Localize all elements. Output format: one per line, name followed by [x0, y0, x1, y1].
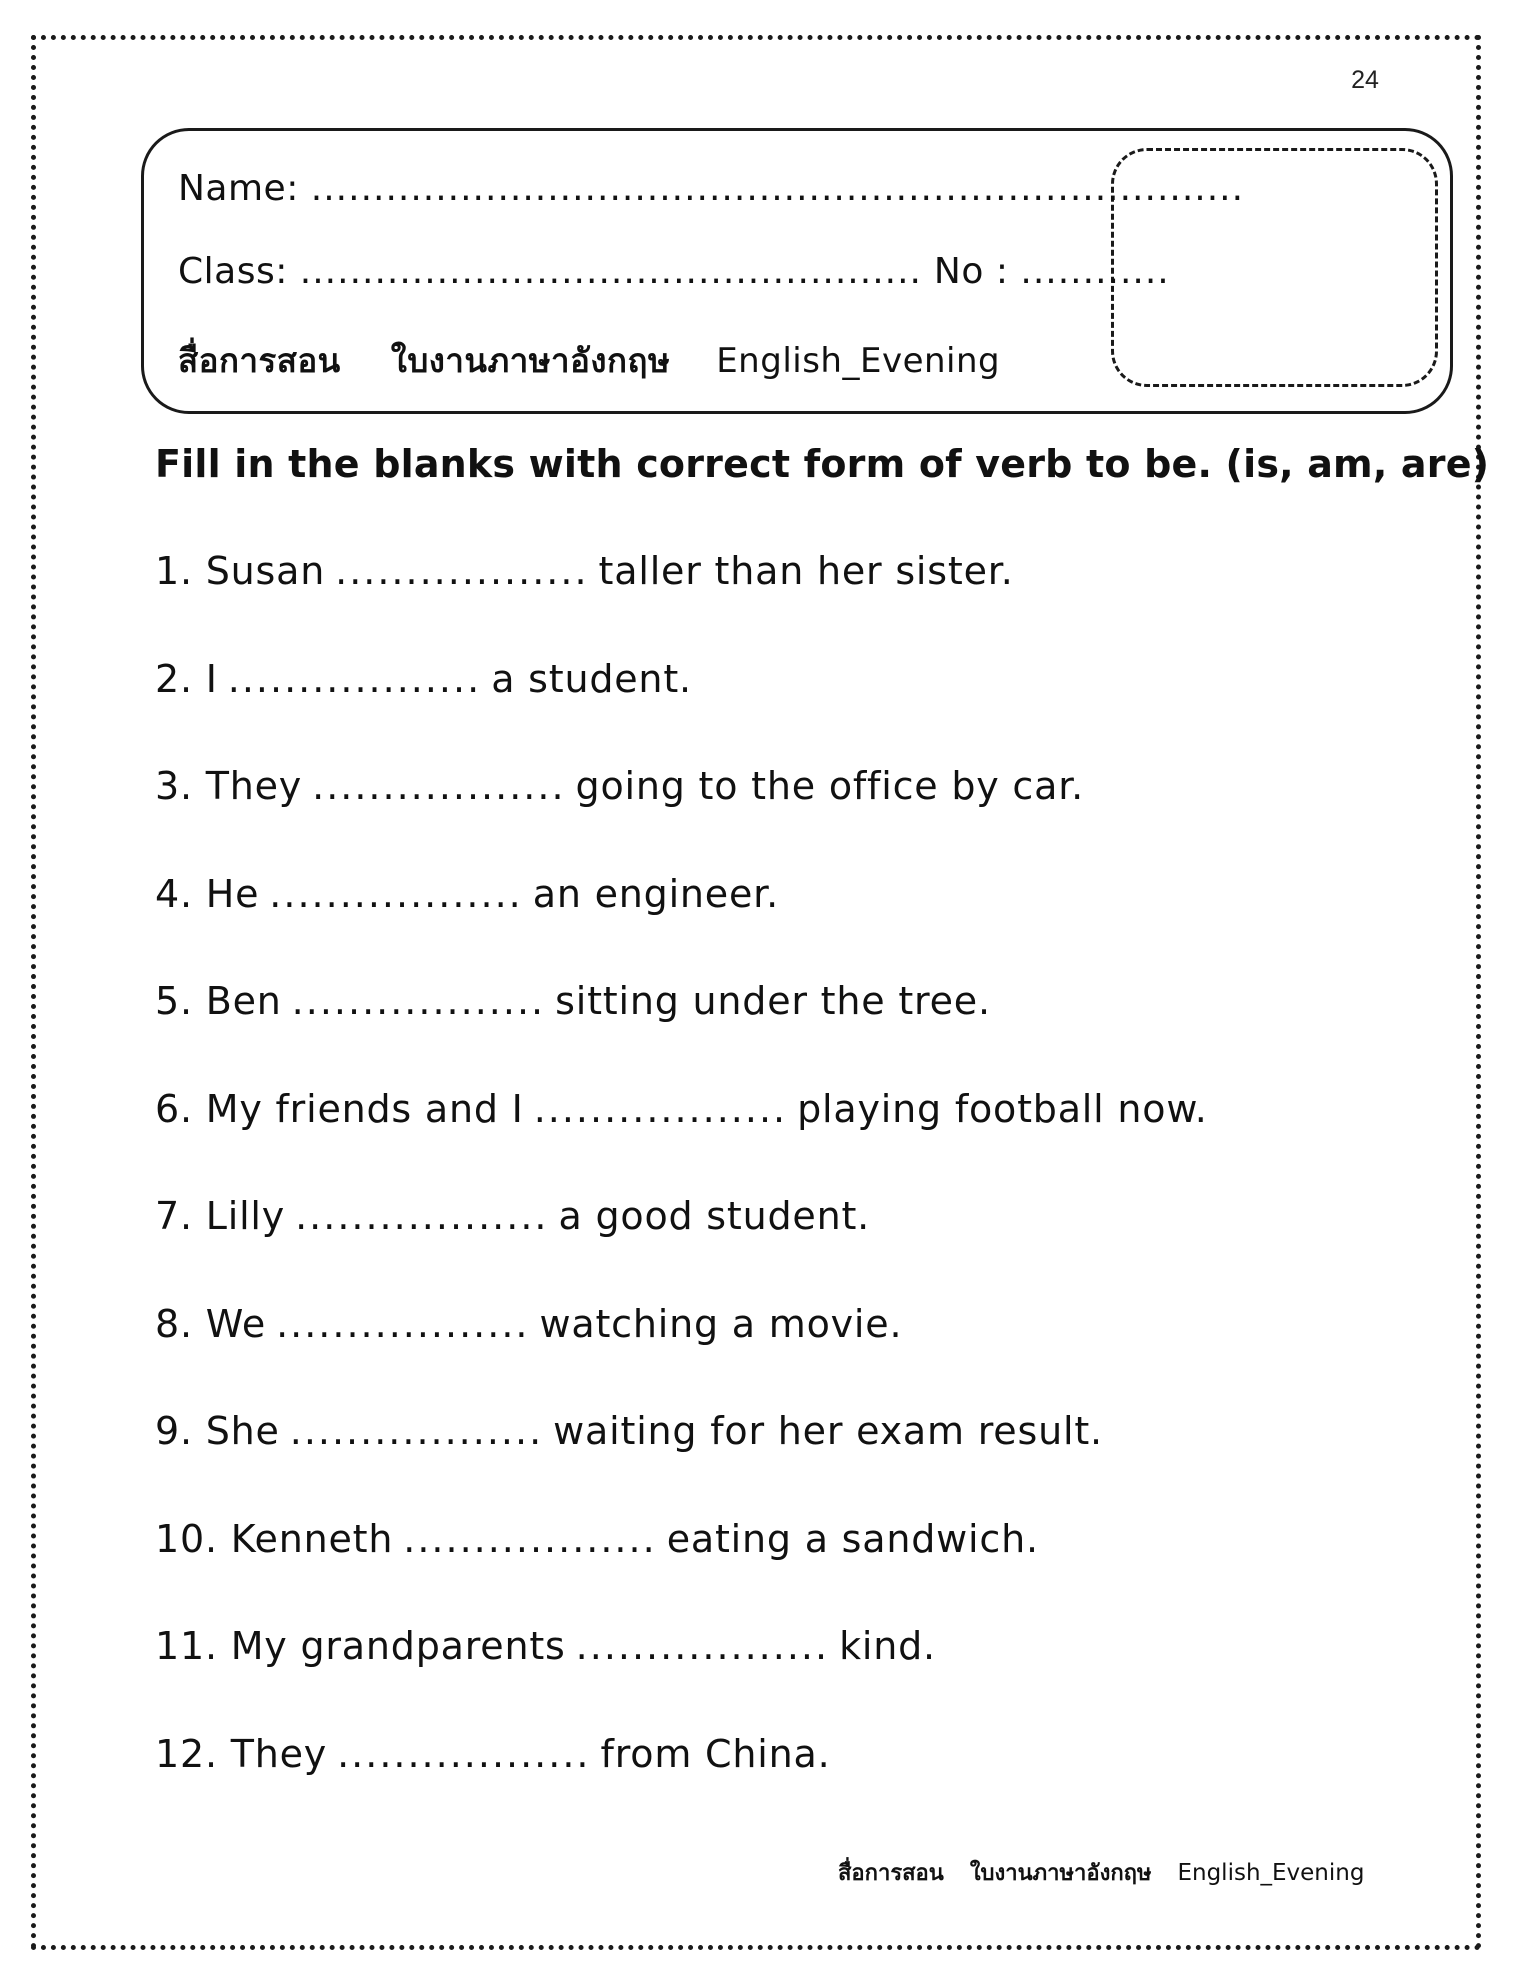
no-label: No :: [933, 251, 1009, 292]
question-prefix: 3. They: [155, 764, 303, 808]
source-english: English_Evening: [716, 341, 1001, 381]
answer-blank[interactable]: ..................: [227, 656, 482, 701]
question-9: [155, 1409, 1103, 1453]
question-suffix: watching a movie.: [539, 1301, 903, 1346]
answer-blank[interactable]: ..................: [533, 1086, 788, 1131]
question-6: [155, 1087, 1208, 1131]
question-suffix: going to the office by car.: [575, 764, 1085, 808]
answer-blank[interactable]: ..................: [403, 1516, 657, 1561]
name-line: [178, 168, 1244, 209]
question-suffix: a good student.: [558, 1194, 871, 1238]
question-suffix: sitting under the tree.: [555, 979, 991, 1023]
question-12: [155, 1732, 830, 1776]
source-thai-2: ใบงานภาษาอังกฤษ: [390, 341, 671, 380]
question-suffix: kind.: [839, 1624, 936, 1668]
answer-blank[interactable]: ..................: [337, 1731, 591, 1776]
answer-blank[interactable]: ..................: [312, 764, 566, 808]
question-1: [155, 549, 1014, 593]
question-prefix: 12. They: [155, 1731, 328, 1776]
question-suffix: from China.: [600, 1731, 831, 1776]
question-suffix: playing football now.: [797, 1086, 1208, 1131]
question-prefix: 4. He: [155, 871, 260, 916]
instruction-heading: Fill in the blanks with correct form of verb to be. (is, am, are): [155, 442, 1490, 486]
question-8: [155, 1302, 902, 1346]
footer-thai-1: สื่อการสอน: [838, 1861, 944, 1886]
class-field[interactable]: ..................................................: [299, 251, 922, 292]
question-11: [155, 1624, 936, 1668]
question-prefix: 11. My grandparents: [155, 1624, 566, 1668]
question-prefix: 8. We: [155, 1301, 267, 1346]
answer-blank[interactable]: ..................: [295, 1194, 549, 1238]
question-4: [155, 872, 779, 916]
page-number: 24: [1351, 66, 1379, 94]
name-field[interactable]: ...........................................................................: [310, 168, 1245, 209]
answer-blank[interactable]: ..................: [276, 1301, 530, 1346]
question-prefix: 9. She: [155, 1409, 280, 1453]
question-suffix: waiting for her exam result.: [553, 1409, 1103, 1453]
question-3: [155, 764, 1084, 808]
class-line: [178, 251, 1170, 292]
name-label: Name:: [178, 168, 299, 209]
answer-blank[interactable]: ..................: [289, 1409, 544, 1453]
question-10: [155, 1517, 1039, 1561]
question-prefix: 5. Ben: [155, 979, 282, 1023]
source-thai-1: สื่อการสอน: [178, 341, 341, 380]
answer-blank[interactable]: ..................: [575, 1624, 830, 1668]
source-line: [178, 334, 1000, 387]
footer: [838, 1855, 1364, 1890]
question-prefix: 2. I: [155, 656, 218, 701]
question-prefix: 10. Kenneth: [155, 1516, 394, 1561]
answer-blank[interactable]: ..................: [269, 871, 523, 916]
question-suffix: taller than her sister.: [598, 549, 1014, 593]
no-field[interactable]: ............: [1020, 251, 1170, 292]
question-suffix: eating a sandwich.: [666, 1516, 1039, 1561]
question-prefix: 6. My friends and I: [155, 1086, 524, 1131]
question-5: [155, 979, 991, 1023]
class-label: Class:: [178, 251, 288, 292]
answer-blank[interactable]: ..................: [291, 979, 546, 1023]
question-prefix: 7. Lilly: [155, 1194, 286, 1238]
question-2: [155, 657, 692, 701]
question-suffix: an engineer.: [532, 871, 779, 916]
question-suffix: a student.: [491, 656, 692, 701]
footer-thai-2: ใบงานภาษาอังกฤษ: [969, 1861, 1152, 1886]
answer-blank[interactable]: ..................: [335, 549, 589, 593]
footer-english: English_Evening: [1177, 1860, 1365, 1886]
question-7: [155, 1194, 870, 1238]
question-prefix: 1. Susan: [155, 549, 326, 593]
